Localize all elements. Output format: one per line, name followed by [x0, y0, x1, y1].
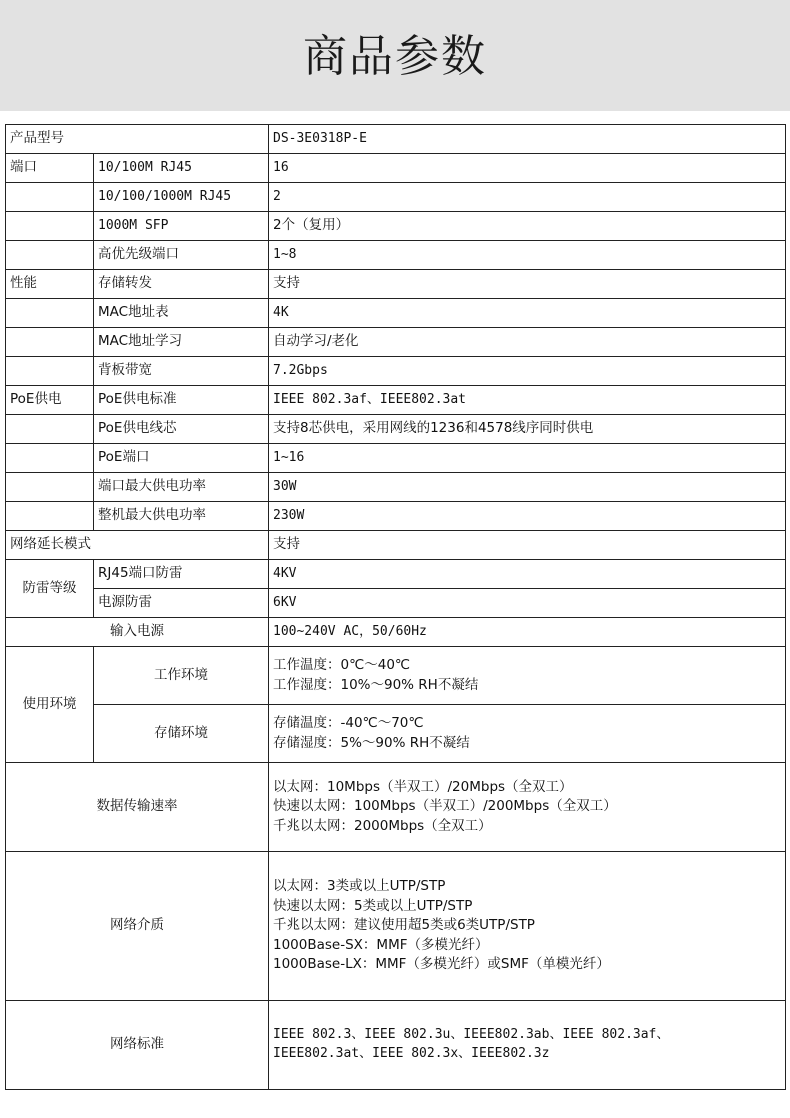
row-value: 6KV — [269, 589, 786, 618]
table-row — [6, 1001, 786, 1090]
table-row — [6, 852, 786, 1001]
row-value: 支持 — [269, 270, 786, 299]
row-label: 网络延长模式 — [6, 531, 269, 560]
table-row — [6, 560, 786, 589]
row-label: 背板带宽 — [94, 357, 269, 386]
table-row — [6, 618, 786, 647]
value-line: IEEE 802.3、IEEE 802.3u、IEEE802.3ab、IEEE 802.3af、 — [273, 1027, 670, 1043]
row-label: 电源防雷 — [94, 589, 269, 618]
row-label: PoE供电线芯 — [94, 415, 269, 444]
table-row — [6, 357, 786, 386]
empty-cell — [6, 212, 94, 241]
row-value — [269, 852, 786, 1001]
row-label: PoE端口 — [94, 444, 269, 473]
row-label: 1000M SFP — [94, 212, 269, 241]
row-value: 4KV — [269, 560, 786, 589]
row-value: 100~240V AC，50/60Hz — [269, 618, 786, 647]
row-value: 2 — [269, 183, 786, 212]
row-value: 7.2Gbps — [269, 357, 786, 386]
table-row — [6, 444, 786, 473]
row-value: 支持8芯供电，采用网线的1236和4578线序同时供电 — [269, 415, 786, 444]
row-label: 整机最大供电功率 — [94, 502, 269, 531]
table-row — [6, 212, 786, 241]
group-label: 使用环境 — [6, 647, 94, 763]
value-line: 快速以太网：100Mbps（半双工）/200Mbps（全双工） — [273, 798, 617, 815]
row-label: 产品型号 — [6, 125, 269, 154]
empty-cell — [6, 473, 94, 502]
table-row — [6, 647, 786, 705]
row-label: 工作环境 — [94, 647, 269, 705]
table-row — [6, 328, 786, 357]
row-value: 16 — [269, 154, 786, 183]
header-banner — [0, 0, 790, 111]
row-value: 2个（复用） — [269, 212, 786, 241]
group-label: 端口 — [6, 154, 94, 183]
value-line: 存储湿度：5%～90% RH不凝结 — [273, 734, 470, 751]
value-line: 存储温度：-40℃～70℃ — [273, 714, 424, 731]
value-line: IEEE802.3at、IEEE 802.3x、IEEE802.3z — [273, 1046, 550, 1061]
row-label: 输入电源 — [6, 618, 269, 647]
row-label: 10/100M RJ45 — [94, 154, 269, 183]
empty-cell — [6, 241, 94, 270]
value-line: 千兆以太网：建议使用超5类或6类UTP/STP — [273, 917, 535, 934]
row-value: DS-3E0318P-E — [269, 125, 786, 154]
row-value: 4K — [269, 299, 786, 328]
row-value: 1~16 — [269, 444, 786, 473]
table-row — [6, 705, 786, 763]
value-line: 1000Base-LX：MMF（多模光纤）或SMF（单模光纤） — [273, 956, 610, 973]
row-value — [269, 763, 786, 852]
table-row — [6, 270, 786, 299]
empty-cell — [6, 183, 94, 212]
row-label: RJ45端口防雷 — [94, 560, 269, 589]
value-line: 1000Base-SX：MMF（多模光纤） — [273, 936, 489, 953]
empty-cell — [6, 415, 94, 444]
empty-cell — [6, 502, 94, 531]
row-label: PoE供电标准 — [94, 386, 269, 415]
row-value: IEEE 802.3af、IEEE802.3at — [269, 386, 786, 415]
group-label: 防雷等级 — [6, 560, 94, 618]
empty-cell — [6, 444, 94, 473]
row-label: 网络标准 — [6, 1001, 269, 1090]
row-value: 30W — [269, 473, 786, 502]
row-label: 10/100/1000M RJ45 — [94, 183, 269, 212]
value-line: 以太网：3类或以上UTP/STP — [273, 878, 446, 895]
table-row — [6, 473, 786, 502]
row-value: 230W — [269, 502, 786, 531]
value-line: 工作温度：0℃～40℃ — [273, 656, 411, 673]
row-label: MAC地址学习 — [94, 328, 269, 357]
value-line: 快速以太网：5类或以上UTP/STP — [273, 897, 473, 914]
row-label: 端口最大供电功率 — [94, 473, 269, 502]
table-row — [6, 125, 786, 154]
table-row — [6, 154, 786, 183]
table-row — [6, 415, 786, 444]
row-value: 自动学习/老化 — [269, 328, 786, 357]
table-row — [6, 183, 786, 212]
row-value: 支持 — [269, 531, 786, 560]
table-row — [6, 531, 786, 560]
row-label: MAC地址表 — [94, 299, 269, 328]
row-label: 高优先级端口 — [94, 241, 269, 270]
spec-table — [5, 124, 786, 1090]
table-row — [6, 241, 786, 270]
value-line: 工作湿度：10%～90% RH不凝结 — [273, 676, 479, 693]
row-label: 存储环境 — [94, 705, 269, 763]
row-label: 存储转发 — [94, 270, 269, 299]
group-label: 性能 — [6, 270, 94, 299]
row-value — [269, 705, 786, 763]
row-value: 1~8 — [269, 241, 786, 270]
empty-cell — [6, 328, 94, 357]
empty-cell — [6, 299, 94, 328]
table-row — [6, 763, 786, 852]
value-line: 千兆以太网：2000Mbps（全双工） — [273, 817, 492, 834]
table-row — [6, 299, 786, 328]
row-value — [269, 647, 786, 705]
row-label: 数据传输速率 — [6, 763, 269, 852]
value-line: 以太网：10Mbps（半双工）/20Mbps（全双工） — [273, 778, 573, 795]
table-row — [6, 589, 786, 618]
row-value — [269, 1001, 786, 1090]
table-row — [6, 386, 786, 415]
page-title: 商品参数 — [303, 31, 487, 82]
group-label: PoE供电 — [6, 386, 94, 415]
empty-cell — [6, 357, 94, 386]
row-label: 网络介质 — [6, 852, 269, 1001]
table-row — [6, 502, 786, 531]
